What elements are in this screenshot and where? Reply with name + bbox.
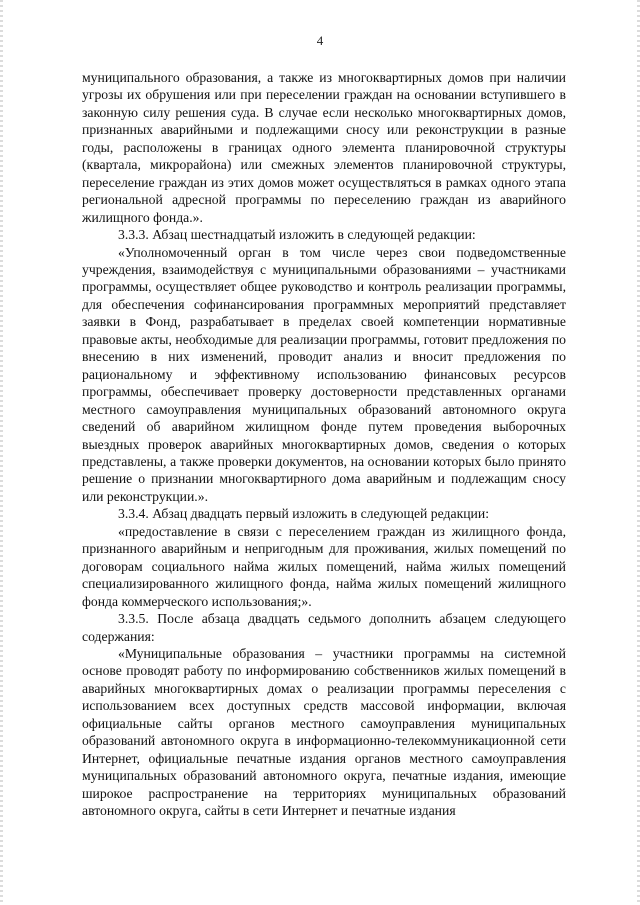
- clause-3-3-5-heading: 3.3.5. После абзаца двадцать седьмого дополнить абзацем следующего содержания:: [82, 611, 566, 644]
- scan-edge-left: [0, 0, 3, 905]
- page-number: 4: [316, 33, 324, 48]
- document-body: [82, 69, 566, 819]
- clause-3-3-3-text: «Уполномоченный орган в том числе через свои подведомственные учреждения, взаимодействуя с муниципальными образованиями – участниками программы, осуществляет общее руководство и контроль реализации программы, для обеспечения софинансирования программных мероприятий представляет заявки в Фонд, разрабатывает в пределах своей компетенции нормативные правовые акты, необходимые для реализации программы, готовит предложения по внесению в них изменений, проводит анализ и вносит предложения по рациональному и эффективному использованию финансовых ресурсов программы, обеспечивает проверку достоверности представленных органами местного самоуправления муниципальных образований автономного округа сведений об аварийном жилищном фонде путем проведения выборочных выездных проверок аварийных многоквартирных домов, сведения о которых представлены, а также проверки документов, на основании которых было принято решение о признании многоквартирного дома аварийным и подлежащим сносу или реконструкции.».: [82, 244, 566, 504]
- clause-3-3-4-text: «предоставление в связи с переселением граждан из жилищного фонда, признанного аварийным и непригодным для проживания, жилых помещений по договорам социального найма жилых помещений, найма жилых помещений специализированного жилищного фонда, найма жилых помещений жилищного фонда коммерческого использования;».: [82, 523, 566, 609]
- paragraph-continuation: муниципального образования, а также из многоквартирных домов при наличии угрозы их обрушения или при переселении граждан на основании вступившего в законную силу решения суда. В случае если несколько многоквартирных домов, признанных аварийными и подлежащими сносу или реконструкции в разные годы, расположены в границах одного элемента планировочной структуры (квартала, микрорайона) или смежных элементов планировочной структуры, переселение граждан из этих домов может осуществляться в рамках одного этапа региональной адресной программы по переселению граждан из аварийного жилищного фонда.».: [82, 70, 566, 225]
- clause-3-3-4-heading: 3.3.4. Абзац двадцать первый изложить в следующей редакции:: [118, 506, 490, 522]
- clause-3-3-3-heading: 3.3.3. Абзац шестнадцатый изложить в следующей редакции:: [118, 227, 476, 243]
- clause-3-3-5-text: «Муниципальные образования – участники программы на системной основе проводят работу по информированию собственников жилых помещений в аварийных многоквартирных домах о реализации программы переселения с использованием всех доступных средств массовой информации, включая официальные сайты органов местного самоуправления муниципальных образований автономного округа в информационно-телекоммуникационной сети Интернет, официальные печатные издания органов местного самоуправления муниципальных образований автономного округа, печатные издания, имеющие широкое распространение на территориях муниципальных образований автономного округа, сайты в сети Интернет и печатные издания: [82, 645, 566, 819]
